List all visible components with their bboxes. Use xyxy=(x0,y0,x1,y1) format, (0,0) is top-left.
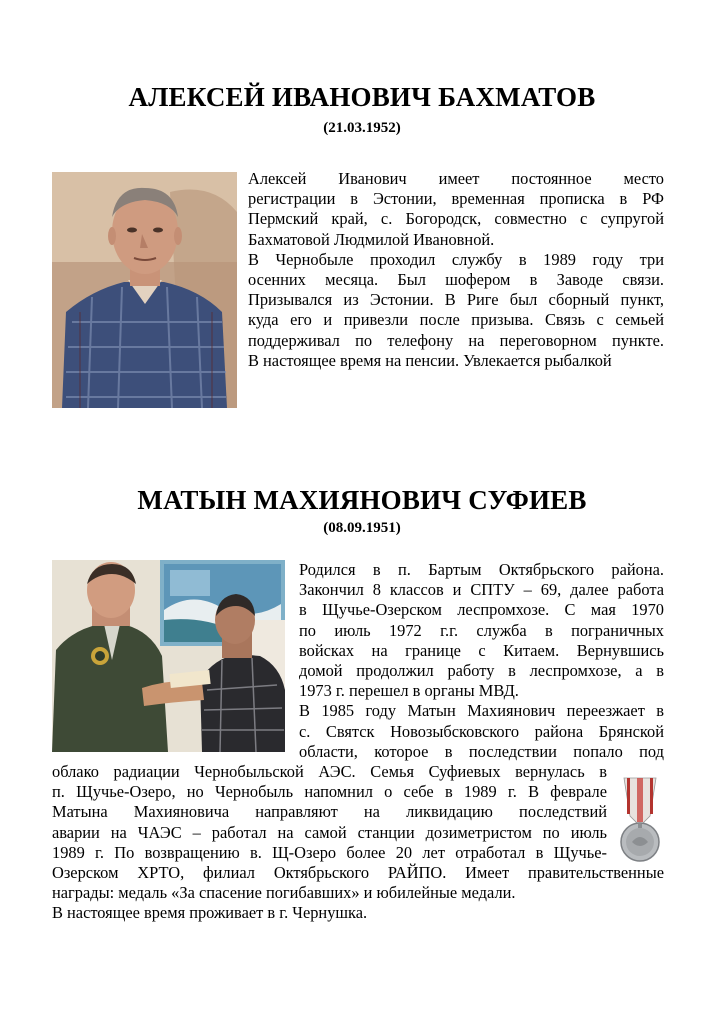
person2-bio-line: Озерском ХРТО, филиал Октябрьского РАЙПО. Имеет правительственные xyxy=(52,863,664,882)
person1-bio-line: куда его и привезли после призыва. Связь с семьей xyxy=(248,310,664,330)
person2-bio-line: по июль 1972 г.г. служба в пограничных xyxy=(299,620,664,640)
person2-bio-line: области, которое в последствии попало под xyxy=(299,741,664,761)
person1-bio-line: Бахматовой Людмилой Ивановной. xyxy=(248,229,495,249)
person2-bio-line: Закончил 8 классов и СПТУ – 69, далее работа xyxy=(299,580,664,600)
person2-bio-line: В 1985 году Матын Махиянович переезжает в xyxy=(299,701,664,721)
person2-bio-line: аварии на ЧАЭС – работал на самой станции дозиметристом по июль xyxy=(52,822,607,842)
person1-bio-line: Алексей Иванович имеет постоянное место xyxy=(248,169,664,188)
person2-photo xyxy=(52,560,285,752)
person1-bio-line: В Чернобыле проходил службу в 1989 году три xyxy=(248,249,664,269)
person1-date: (21.03.1952) xyxy=(323,120,401,136)
person1-bio xyxy=(248,169,664,371)
person1-bio-line: Пермский край, с. Богородск, совместно с супругой xyxy=(248,209,664,229)
person2-date: (08.09.1951) xyxy=(323,520,401,536)
person2-bio-line: В настоящее время проживает в г. Чернушка. xyxy=(52,903,368,923)
person1-bio-line: регистрации в Эстонии, временная прописка в РФ xyxy=(248,189,664,209)
person2-bio-upper xyxy=(52,762,607,863)
person2-bio-line: домой продолжил работу в леспромхозе, а в xyxy=(299,661,664,681)
person2-bio-side xyxy=(299,560,664,762)
person1-bio-line: осенних месяца. Был шофером в Заводе связи. xyxy=(248,270,664,290)
person2-bio-line: Матына Махияновича направляют на ликвидацию последствий xyxy=(52,802,607,822)
person2-bio-line: войсках на границе с Китаем. Вернувшись xyxy=(299,640,664,660)
person2-bio-line: в Щучье-Озерском леспромхозе. С мая 1970 xyxy=(299,600,664,620)
person1-name: АЛЕКСЕЙ ИВАНОВИЧ БАХМАТОВ xyxy=(128,82,596,112)
person2-name: МАТЫН МАХИЯНОВИЧ СУФИЕВ xyxy=(137,485,587,515)
person2-bio-line: п. Щучье-Озеро, но Чернобыль напомнил о себе в 1989 г. В феврале xyxy=(52,782,607,802)
medal-image xyxy=(616,776,664,864)
person2-bio-lower xyxy=(52,863,664,924)
person2-bio-line: награды: медаль «За спасение погибавших» и юбилейные медали. xyxy=(52,883,516,903)
person2-bio-line: с. Святск Новозыбсковского района Брянской xyxy=(299,721,664,741)
person1-photo xyxy=(52,172,237,408)
person2-bio-line: 1989 г. По возвращению в. Щ-Озеро более 20 лет отработал в Щучье- xyxy=(52,842,607,862)
person1-bio-line: В настоящее время на пенсии. Увлекается рыбалкой xyxy=(248,350,612,370)
person2-bio-line: Родился в п. Бартым Октябрьского района. xyxy=(299,560,664,579)
person2-bio-line: 1973 г. перешел в органы МВД. xyxy=(299,681,519,701)
person1-bio-line: поддерживал по телефону на переговорном пункте. xyxy=(248,330,664,350)
person2-bio-line: облако радиации Чернобыльской АЭС. Семья Суфиевых вернулась в xyxy=(52,762,607,781)
person1-bio-line: Призывался из Эстонии. В Риге был сборный пункт, xyxy=(248,290,664,310)
